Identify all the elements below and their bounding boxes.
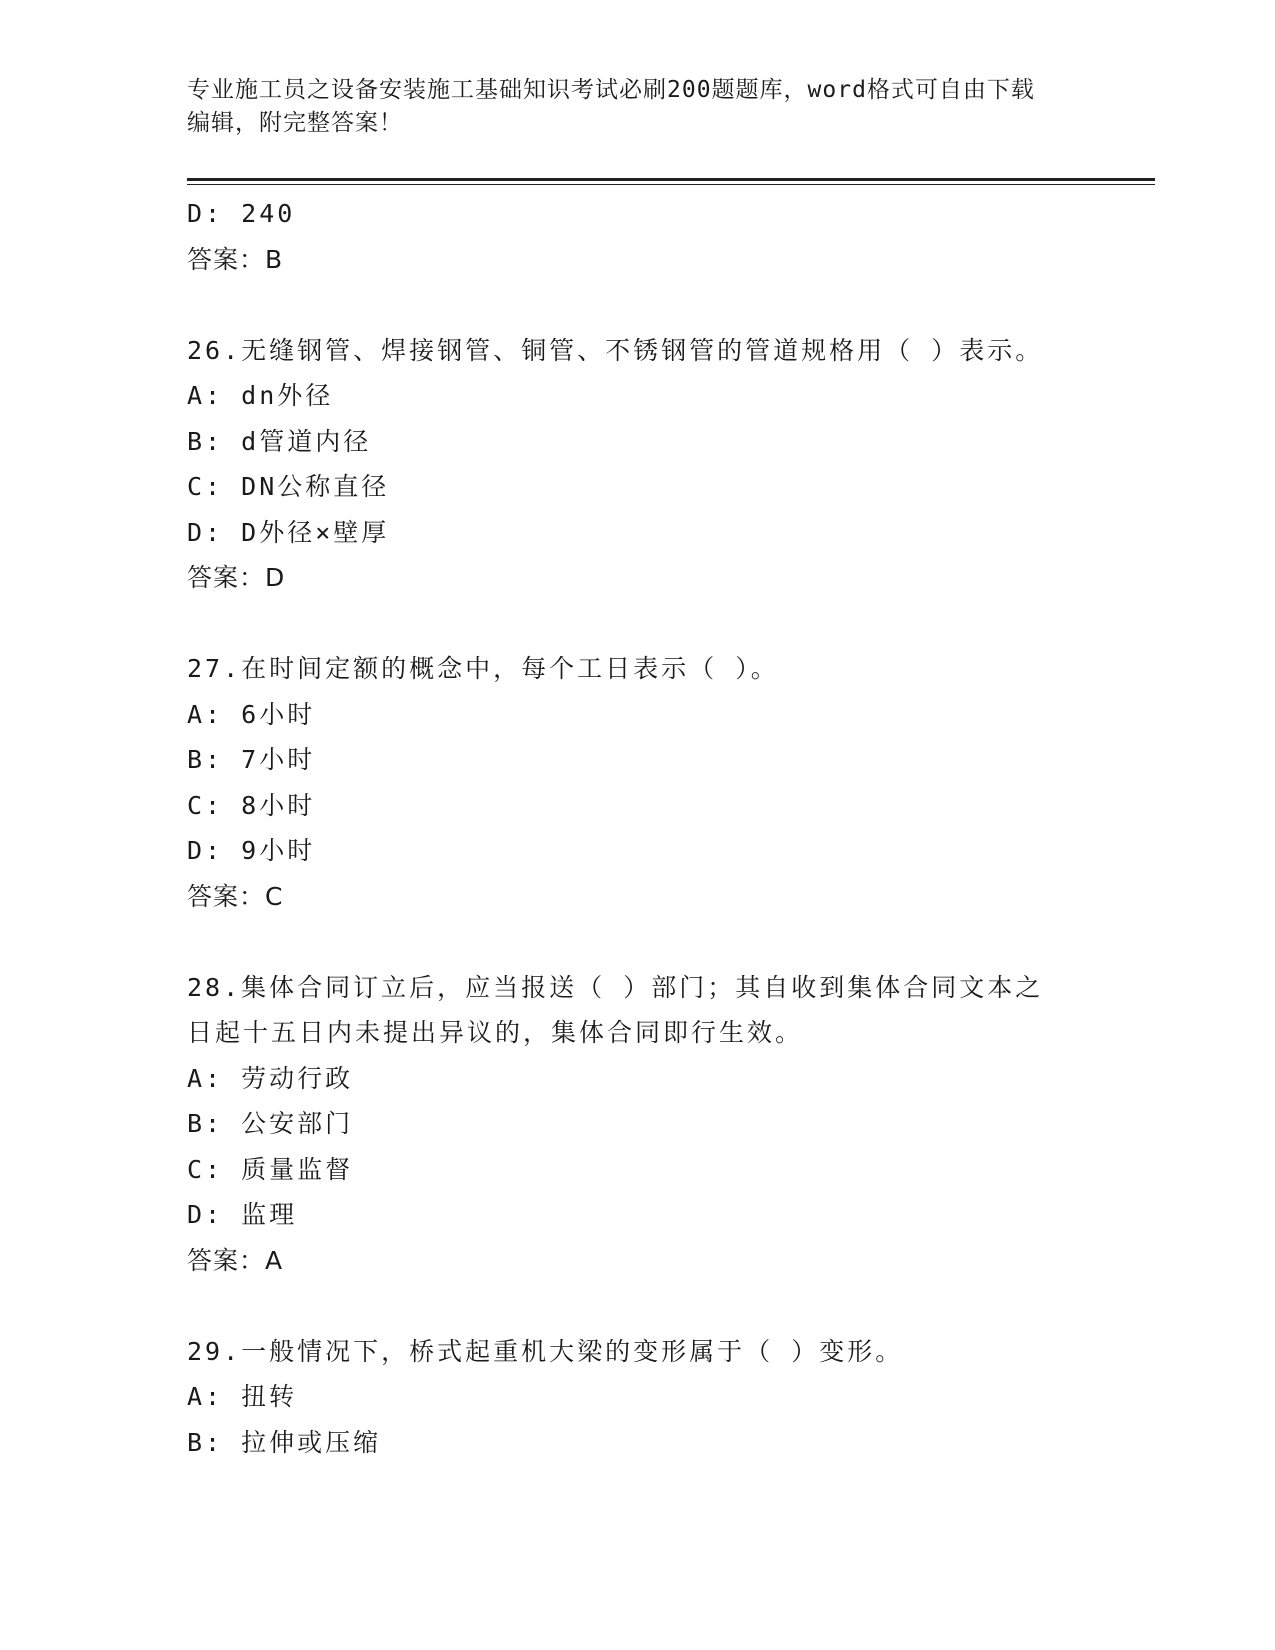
question-stem-line-1: 28.集体合同订立后，应当报送（ ）部门；其自收到集体合同文本之 xyxy=(187,972,1044,1002)
question-29 xyxy=(187,1329,1155,1466)
header-divider-thick xyxy=(187,178,1155,181)
question-list xyxy=(187,191,1155,1465)
answer-label: 答案：B xyxy=(187,244,284,274)
answer-label: 答案：D xyxy=(187,563,286,592)
question-26 xyxy=(187,328,1155,601)
option-d: D: D外径×壁厚 xyxy=(187,517,390,547)
option-d: D: 240 xyxy=(187,199,296,228)
option-d: D: 9小时 xyxy=(187,836,316,865)
option-c: C: 质量监督 xyxy=(187,1154,354,1184)
option-b: B: d管道内径 xyxy=(187,426,372,456)
option-a: A: 6小时 xyxy=(187,699,316,729)
option-b: B: 公安部门 xyxy=(187,1109,354,1138)
question-28 xyxy=(187,965,1155,1284)
spacer xyxy=(187,282,1155,328)
question-stem: 26.无缝钢管、焊接钢管、铜管、不锈钢管的管道规格用（ ）表示。 xyxy=(187,335,1044,365)
option-d: D: 监理 xyxy=(187,1200,298,1229)
header-title-line-1: 专业施工员之设备安装施工基础知识考试必刷200题题库，word格式可自由下载 xyxy=(187,77,1035,103)
question-stem: 27.在时间定额的概念中，每个工日表示（ ）。 xyxy=(187,654,779,683)
question-stem-line-2: 日起十五日内未提出异议的，集体合同即行生效。 xyxy=(187,1018,804,1047)
spacer xyxy=(187,601,1155,647)
spacer xyxy=(187,919,1155,965)
option-b: B: 拉伸或压缩 xyxy=(187,1427,382,1457)
question-stem: 29.一般情况下，桥式起重机大梁的变形属于（ ）变形。 xyxy=(187,1336,904,1366)
document-header xyxy=(187,74,1087,140)
option-a: A: 扭转 xyxy=(187,1382,298,1411)
header-title-line-2: 编辑，附完整答案！ xyxy=(187,110,403,136)
option-a: A: dn外径 xyxy=(187,381,334,410)
option-c: C: 8小时 xyxy=(187,790,316,820)
header-divider-thin xyxy=(187,184,1155,185)
option-a: A: 劳动行政 xyxy=(187,1063,354,1093)
option-c: C: DN公称直径 xyxy=(187,472,390,501)
spacer xyxy=(187,1283,1155,1329)
document-page xyxy=(187,0,1157,1650)
answer-label: 答案：A xyxy=(187,1245,284,1275)
answer-label: 答案：C xyxy=(187,881,284,911)
question-27 xyxy=(187,646,1155,919)
question-25-tail xyxy=(187,191,1155,282)
option-b: B: 7小时 xyxy=(187,745,316,774)
